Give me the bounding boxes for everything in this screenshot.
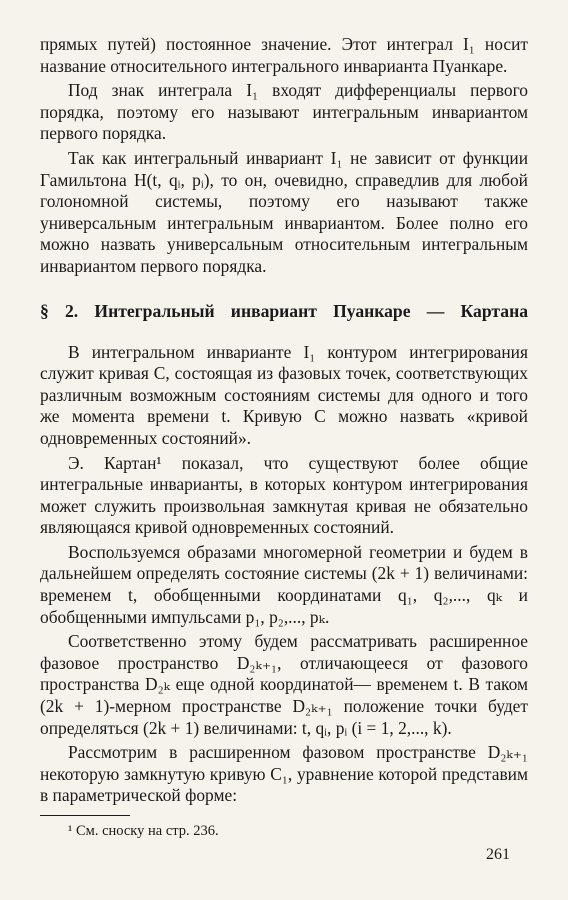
section-heading: § 2. Интегральный инвариант Пуанкаре — Картана	[40, 300, 528, 321]
paragraph: Под знак интеграла I₁ входят дифференциалы первого порядка, поэтому его называют интегральным инвариантом первого порядка.	[40, 80, 528, 144]
paragraph: Рассмотрим в расширенном фазовом пространстве D₂ₖ₊₁ некоторую замкнутую кривую C₁, уравнение которой представим в параметрической форме:	[40, 742, 528, 806]
paragraph: Так как интегральный инвариант I₁ не зависит от функции Гамильтона H(t, qᵢ, pᵢ), то он, очевидно, справедлив для любой голономной системы, поэтому его называют также универсальным интегральным инвариантом. Более полно его можно назвать универсальным относительным интегральным инвариантом первого порядка.	[40, 147, 528, 276]
paragraph: В интегральном инварианте I₁ контуром интегрирования служит кривая C, состоящая из фазовых точек, соответствующих различным возможным состояниям системы для одного и того же момента времени t. Кривую C можно назвать «кривой одновременных состояний».	[40, 341, 528, 448]
paragraph: Соответственно этому будем рассматривать расширенное фазовое пространство D₂ₖ₊₁, отличающееся от фазового пространства D₂ₖ еще одной координатой— временем t. В таком (2k + 1)-мерном пространстве D₂ₖ₊₁ положение точки будет определяться (2k + 1) величинами: t, qᵢ, pᵢ (i = 1, 2,..., k).	[40, 631, 528, 738]
paragraph: Воспользуемся образами многомерной геометрии и будем в дальнейшем определять состояние системы (2k + 1) величинами: временем t, обобщенными координатами q₁, q₂,..., qₖ и обобщенными импульсами p₁, p₂,..., pₖ.	[40, 541, 528, 627]
page-body	[40, 34, 528, 840]
paragraph: прямых путей) постоянное значение. Этот интеграл I₁ носит название относительного интегрального инварианта Пуанкаре.	[40, 34, 528, 76]
footnote: ¹ См. сноску на стр. 236.	[68, 823, 219, 839]
paragraph: Э. Картан¹ показал, что существуют более общие интегральные инварианты, в которых контуром интегрирования может служить произвольная замкнутая кривая не обязательно являющаяся кривой одновременных состояний.	[40, 452, 528, 538]
page-number: 261	[486, 846, 510, 863]
footnote-divider	[40, 815, 130, 816]
